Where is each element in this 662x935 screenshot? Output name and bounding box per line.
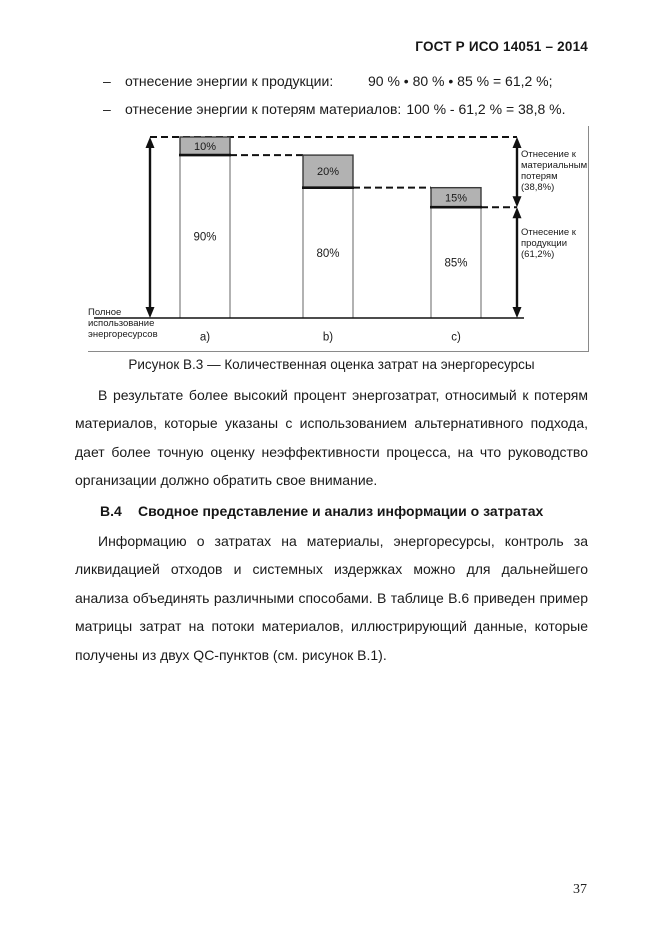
product-pct-label: 90% (193, 231, 217, 244)
section-title: Сводное представление и анализ информации о затратах (138, 503, 544, 519)
axis-label-full-use (88, 307, 158, 340)
loss-pct-label: 10% (193, 140, 217, 153)
bullet-formula: 90 % • 80 % • 85 % = 61,2 %; (368, 73, 553, 89)
annotation-products (521, 227, 577, 260)
document-header: ГОСТ Р ИСО 14051 – 2014 (415, 39, 588, 54)
svg-text:(61,2%): (61,2%) (521, 249, 555, 260)
bullet-label: отнесение энергии к продукции: (125, 73, 334, 89)
category-label: b) (322, 331, 334, 344)
paragraph-result: В результате более высокий процент энергозатрат, относимый к потерям материалов, которые указаны с использованием альтернативного подхода, дает более точную оценку неэффективности процесса, на что руководство организации должно обратить свое внимание. (75, 387, 588, 489)
arrowhead-icon (513, 137, 522, 148)
bullet-dash: – (103, 101, 111, 117)
figure-b3-chart (88, 126, 589, 352)
bar-product-segment (180, 137, 230, 318)
figure-b3 (88, 126, 589, 352)
page-number: 37 (573, 882, 587, 897)
arrowhead-icon (513, 196, 522, 207)
svg-text:(38,8%): (38,8%) (521, 182, 555, 193)
svg-text:использование: использование (88, 318, 155, 329)
bar-a (179, 137, 231, 344)
bullet-energy-to-losses (103, 101, 565, 117)
arrowhead-icon (513, 307, 522, 318)
figure-b3-caption: Рисунок В.3 — Количественная оценка затрат на энергоресурсы (128, 357, 535, 372)
category-label: c) (451, 331, 461, 344)
bar-c (430, 188, 482, 344)
bar-b (302, 155, 354, 343)
products-span-arrow (513, 207, 522, 318)
arrowhead-icon (513, 207, 522, 218)
bullet-label: отнесение энергии к потерям материалов: (125, 101, 402, 117)
section-heading-b4 (75, 503, 588, 519)
svg-text:энергоресурсов: энергоресурсов (88, 329, 158, 340)
arrowhead-icon (146, 137, 155, 148)
svg-text:Отнесение к: Отнесение к (521, 149, 576, 160)
product-pct-label: 85% (444, 257, 468, 270)
svg-text:продукции: продукции (521, 238, 568, 249)
bullet-energy-to-products (103, 73, 553, 89)
full-use-arrow (146, 137, 155, 318)
svg-text:Полное: Полное (88, 307, 122, 318)
svg-text:материальным: материальным (521, 160, 588, 171)
bullet-dash: – (103, 73, 111, 89)
svg-text:потерям: потерям (521, 171, 558, 182)
category-label: a) (199, 331, 211, 344)
paragraph-summary: Информацию о затратах на материалы, энергоресурсы, контроль за ликвидацией отходов и системных издержках можно для дальнейшего анализа объединять различными способами. В таблице В.6 приведен пример матрицы затрат на потоки материалов, иллюстрирующий данные, которые получены из двух QC-пунктов (см. рисунок В.1). (75, 533, 588, 663)
svg-text:Отнесение к: Отнесение к (521, 227, 576, 238)
annotation-material-losses (521, 149, 587, 193)
arrowhead-icon (146, 307, 155, 318)
bullet-formula: 100 % - 61,2 % = 38,8 %. (406, 101, 566, 117)
section-number: В.4 (100, 503, 122, 519)
loss-pct-label: 15% (444, 192, 468, 205)
product-pct-label: 80% (316, 247, 340, 260)
loss-pct-label: 20% (316, 166, 340, 179)
